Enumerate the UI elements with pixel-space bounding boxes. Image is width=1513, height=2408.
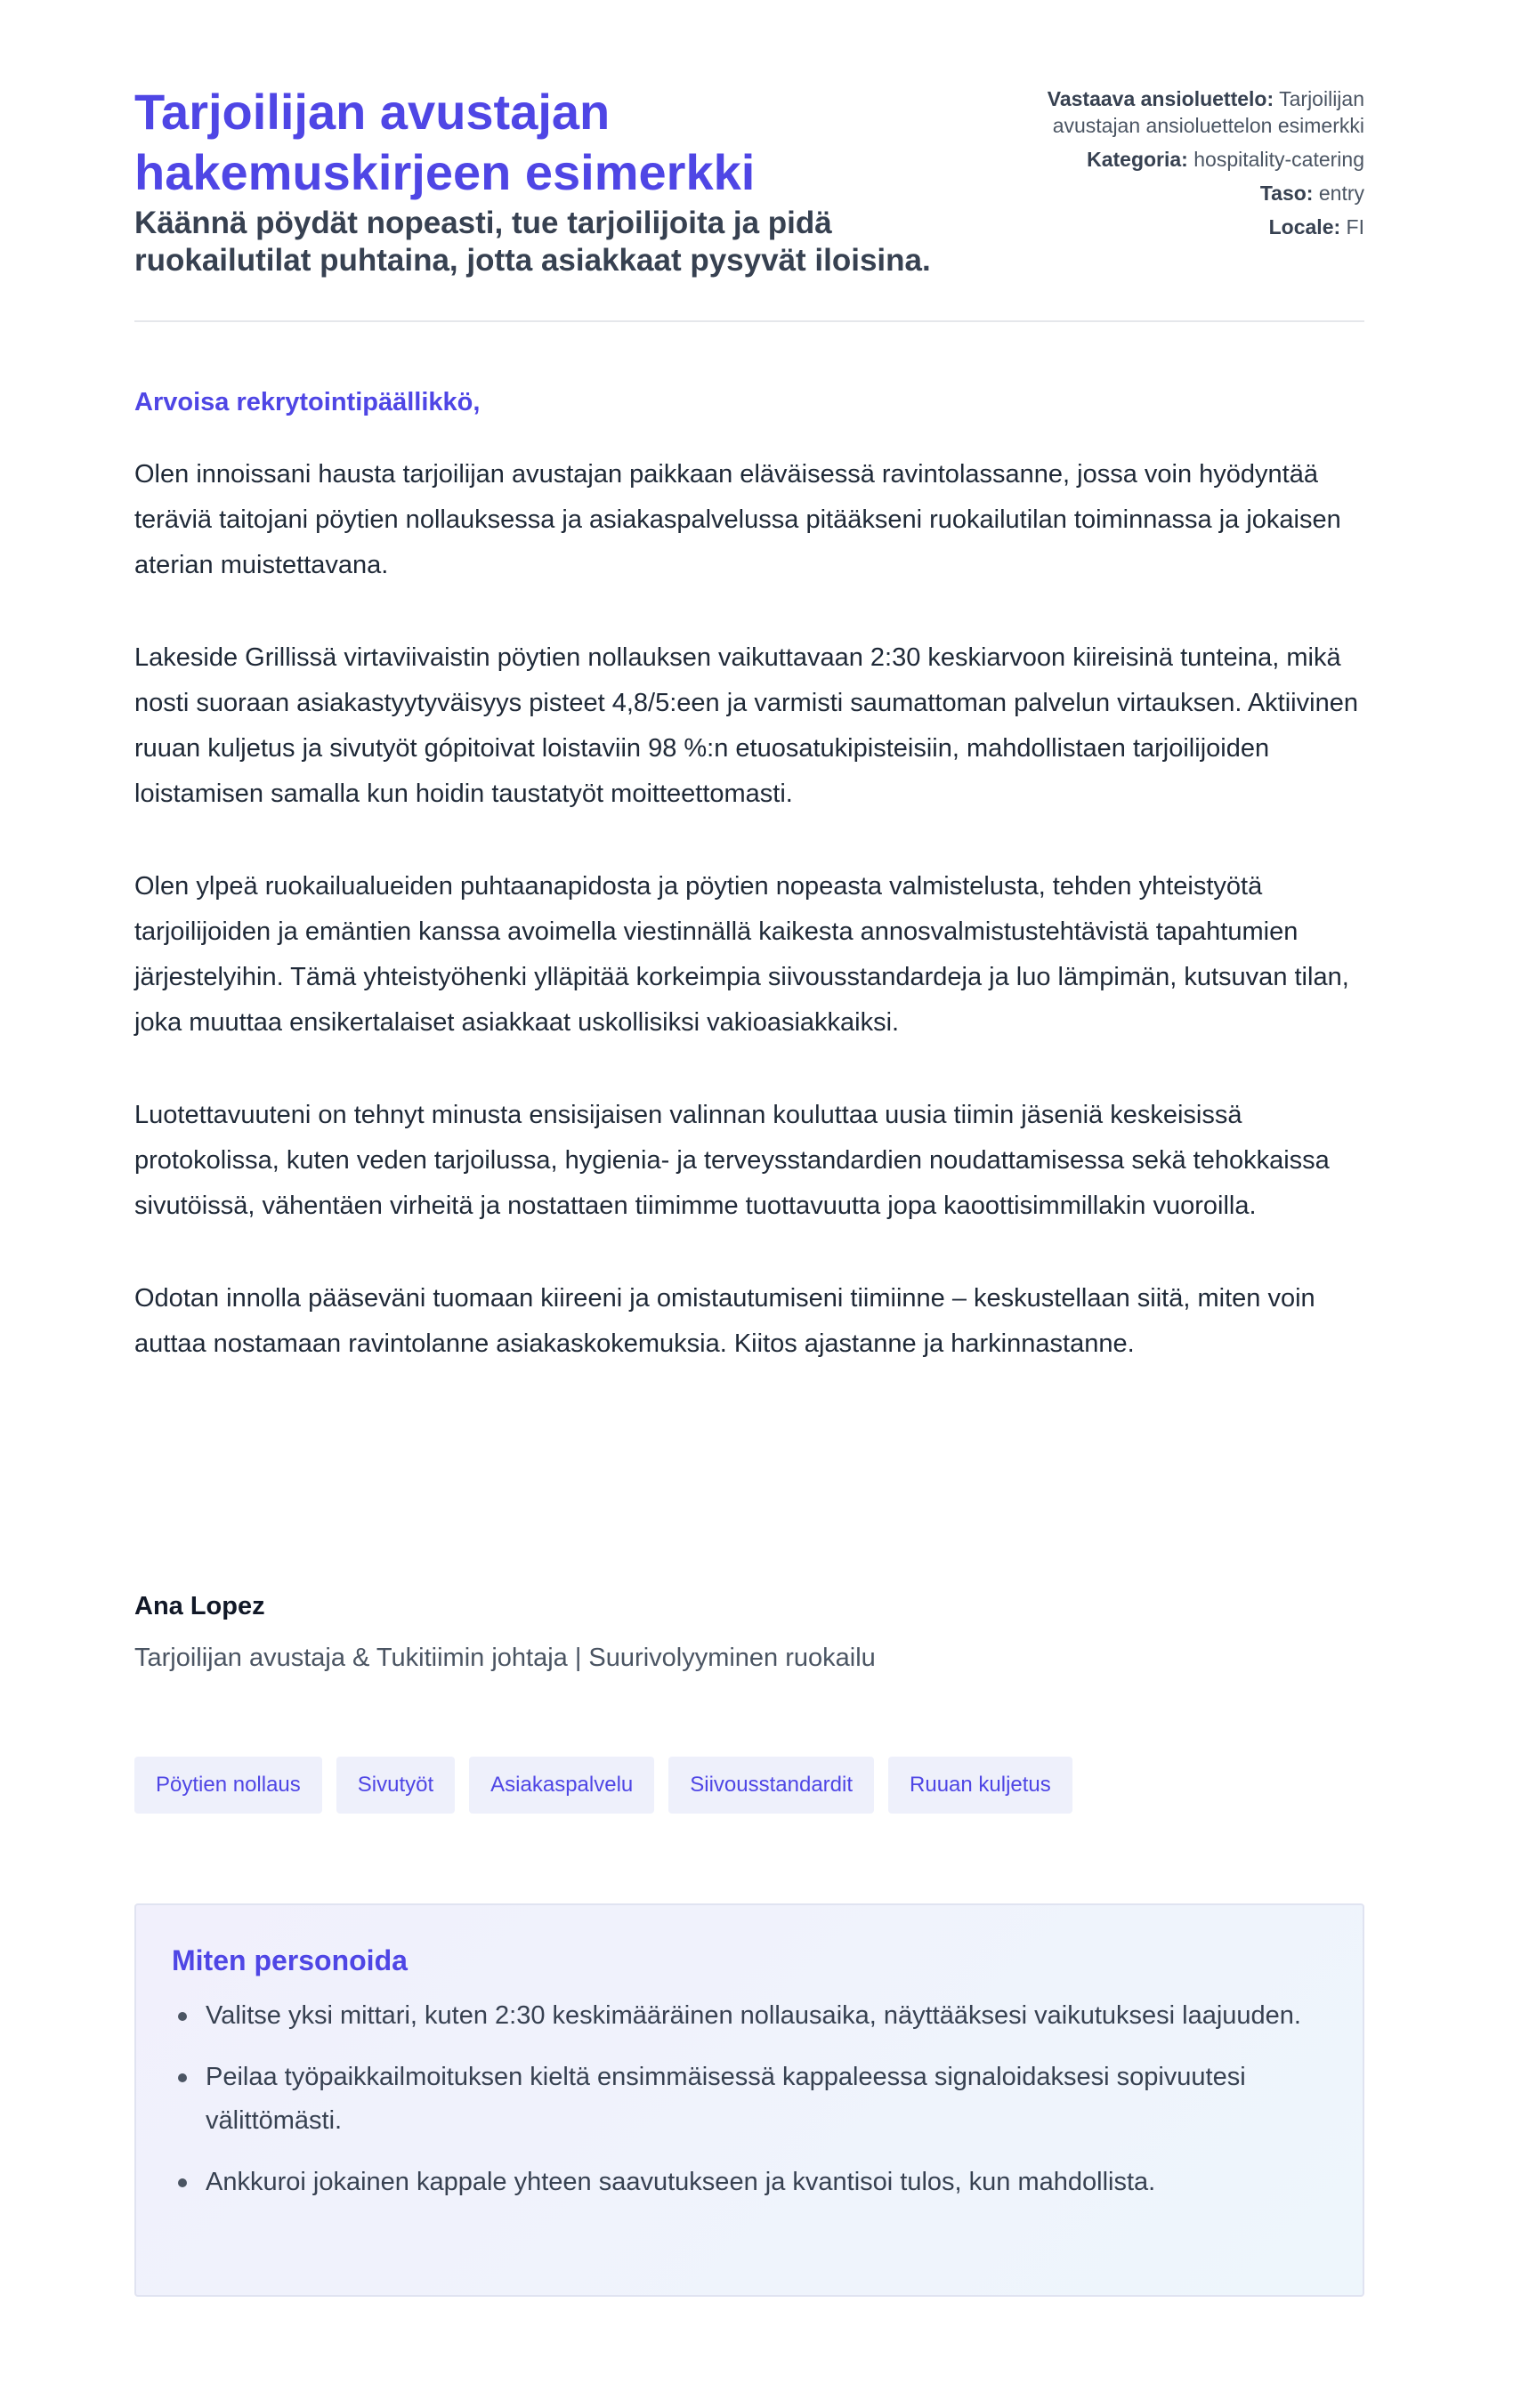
bullet-icon	[178, 2178, 187, 2187]
skill-tag: Pöytien nollaus	[134, 1757, 322, 1814]
meta-panel	[991, 85, 1364, 247]
header-divider	[134, 320, 1364, 322]
meta-category	[991, 146, 1364, 173]
signature-name: Ana Lopez	[134, 1592, 265, 1620]
page-title: Tarjoilijan avustajan hakemuskirjeen esimerkki	[134, 84, 756, 200]
skill-tags	[134, 1757, 1072, 1814]
meta-locale-key: Locale:	[1268, 215, 1341, 238]
letter-paragraph: Olen innoissani hausta tarjoilijan avustajan paikkaan eläväisessä ravintolassanne, jossa voin hyödyntää teräviä taitojani pöytien nollauksessa ja asiakaspalvelussa pitääkseni ruokailutilan toiminnassa ja jokaisen aterian muistettavana.	[134, 460, 1341, 579]
tip-item	[206, 2161, 1327, 2204]
bullet-icon	[178, 2012, 187, 2021]
meta-category-key: Kategoria:	[1087, 148, 1188, 171]
skill-tag: Sivutyöt	[336, 1757, 455, 1814]
meta-locale-value: FI	[1346, 215, 1364, 238]
page-header	[134, 82, 1364, 279]
bullet-icon	[178, 2073, 187, 2082]
signature-title: Tarjoilijan avustaja & Tukitiimin johtaja | Suurivolyyminen ruokailu	[134, 1644, 876, 1672]
tip-text: Valitse yksi mittari, kuten 2:30 keskimääräinen nollausaika, näyttääksesi vaikutuksesi laajuuden.	[206, 2001, 1301, 2030]
letter-paragraph: Luotettavuuteni on tehnyt minusta ensisijaisen valinnan kouluttaa uusia tiimin jäseniä keskeisissä protokolissa, kuten veden tarjoilussa, hygienia- ja terveysstandardien noudattamisessa sekä tehokkaissa sivutöissä, vähentäen virheitä ja nostattaen tiimimme tuottavuutta jopa kaoottisimmillakin vuoroilla.	[134, 1101, 1330, 1220]
meta-level	[991, 180, 1364, 206]
skill-tag: Asiakaspalvelu	[469, 1757, 654, 1814]
personalization-tips	[134, 1903, 1364, 2297]
signature-block	[134, 1588, 1364, 1676]
meta-locale	[991, 214, 1364, 240]
tip-item	[206, 2056, 1327, 2143]
page-subtitle: Käännä pöydät nopeasti, tue tarjoilijoita ja pidä ruokailutilat puhtaina, jotta asiakkaat pysyvät iloisina.	[134, 206, 931, 278]
skill-tag: Siivousstandardit	[668, 1757, 874, 1814]
skill-tag: Ruuan kuljetus	[888, 1757, 1072, 1814]
meta-related-resume	[991, 85, 1364, 139]
tips-list	[172, 1994, 1327, 2204]
meta-category-value: hospitality-catering	[1193, 148, 1364, 171]
letter-paragraph: Olen ylpeä ruokailualueiden puhtaanapidosta ja pöytien nopeasta valmistelusta, tehden yhteistyötä tarjoilijoiden ja emäntien kanssa avoimella viestinnällä kaikesta annosvalmistustehtävistä tapahtumien järjestelyihin. Tämä yhteistyöhenki ylläpitää korkeimpia siivousstandardeja ja luo lämpimän, kutsuvan tilan, joka muuttaa ensikertalaiset asiakkaat uskollisiksi vakioasiakkaiksi.	[134, 872, 1349, 1037]
letter-paragraph: Odotan innolla pääseväni tuomaan kiireeni ja omistautumiseni tiimiinne – keskustellaan siitä, miten voin auttaa nostamaan ravintolanne asiakaskokemuksia. Kiitos ajastanne ja harkinnastanne.	[134, 1284, 1315, 1358]
meta-related-resume-key: Vastaava ansioluettelo:	[1047, 87, 1274, 110]
tip-text: Ankkuroi jokainen kappale yhteen saavutukseen ja kvantisoi tulos, kun mahdollista.	[206, 2168, 1156, 2196]
tip-text: Peilaa työpaikkailmoituksen kieltä ensimmäisessä kappaleessa signaloidaksesi sopivuutesi välittömästi.	[206, 2063, 1246, 2135]
tip-item	[206, 1994, 1327, 2038]
letter-body	[134, 452, 1364, 1414]
meta-level-value: entry	[1318, 182, 1364, 205]
meta-related-resume-value: Tarjoilijan avustajan ansioluettelon esimerkki	[1052, 87, 1364, 137]
letter-salutation: Arvoisa rekrytointipäällikkö,	[134, 388, 481, 416]
meta-level-key: Taso:	[1259, 182, 1314, 205]
tips-title: Miten personoida	[172, 1944, 408, 1976]
letter-paragraph: Lakeside Grillissä virtaviivaistin pöytien nollauksen vaikuttavaan 2:30 keskiarvoon kiireisinä tunteina, mikä nosti suoraan asiakastyytyväisyys pisteet 4,8/5:een ja varmisti saumattoman palvelun virtauksen. Aktiivinen ruuan kuljetus ja sivutyöt gópitoivat loistaviin 98 %:n etuosatukipisteisiin, mahdollistaen tarjoilijoiden loistamisen samalla kun hoidin taustatyöt moitteettomasti.	[134, 643, 1358, 808]
